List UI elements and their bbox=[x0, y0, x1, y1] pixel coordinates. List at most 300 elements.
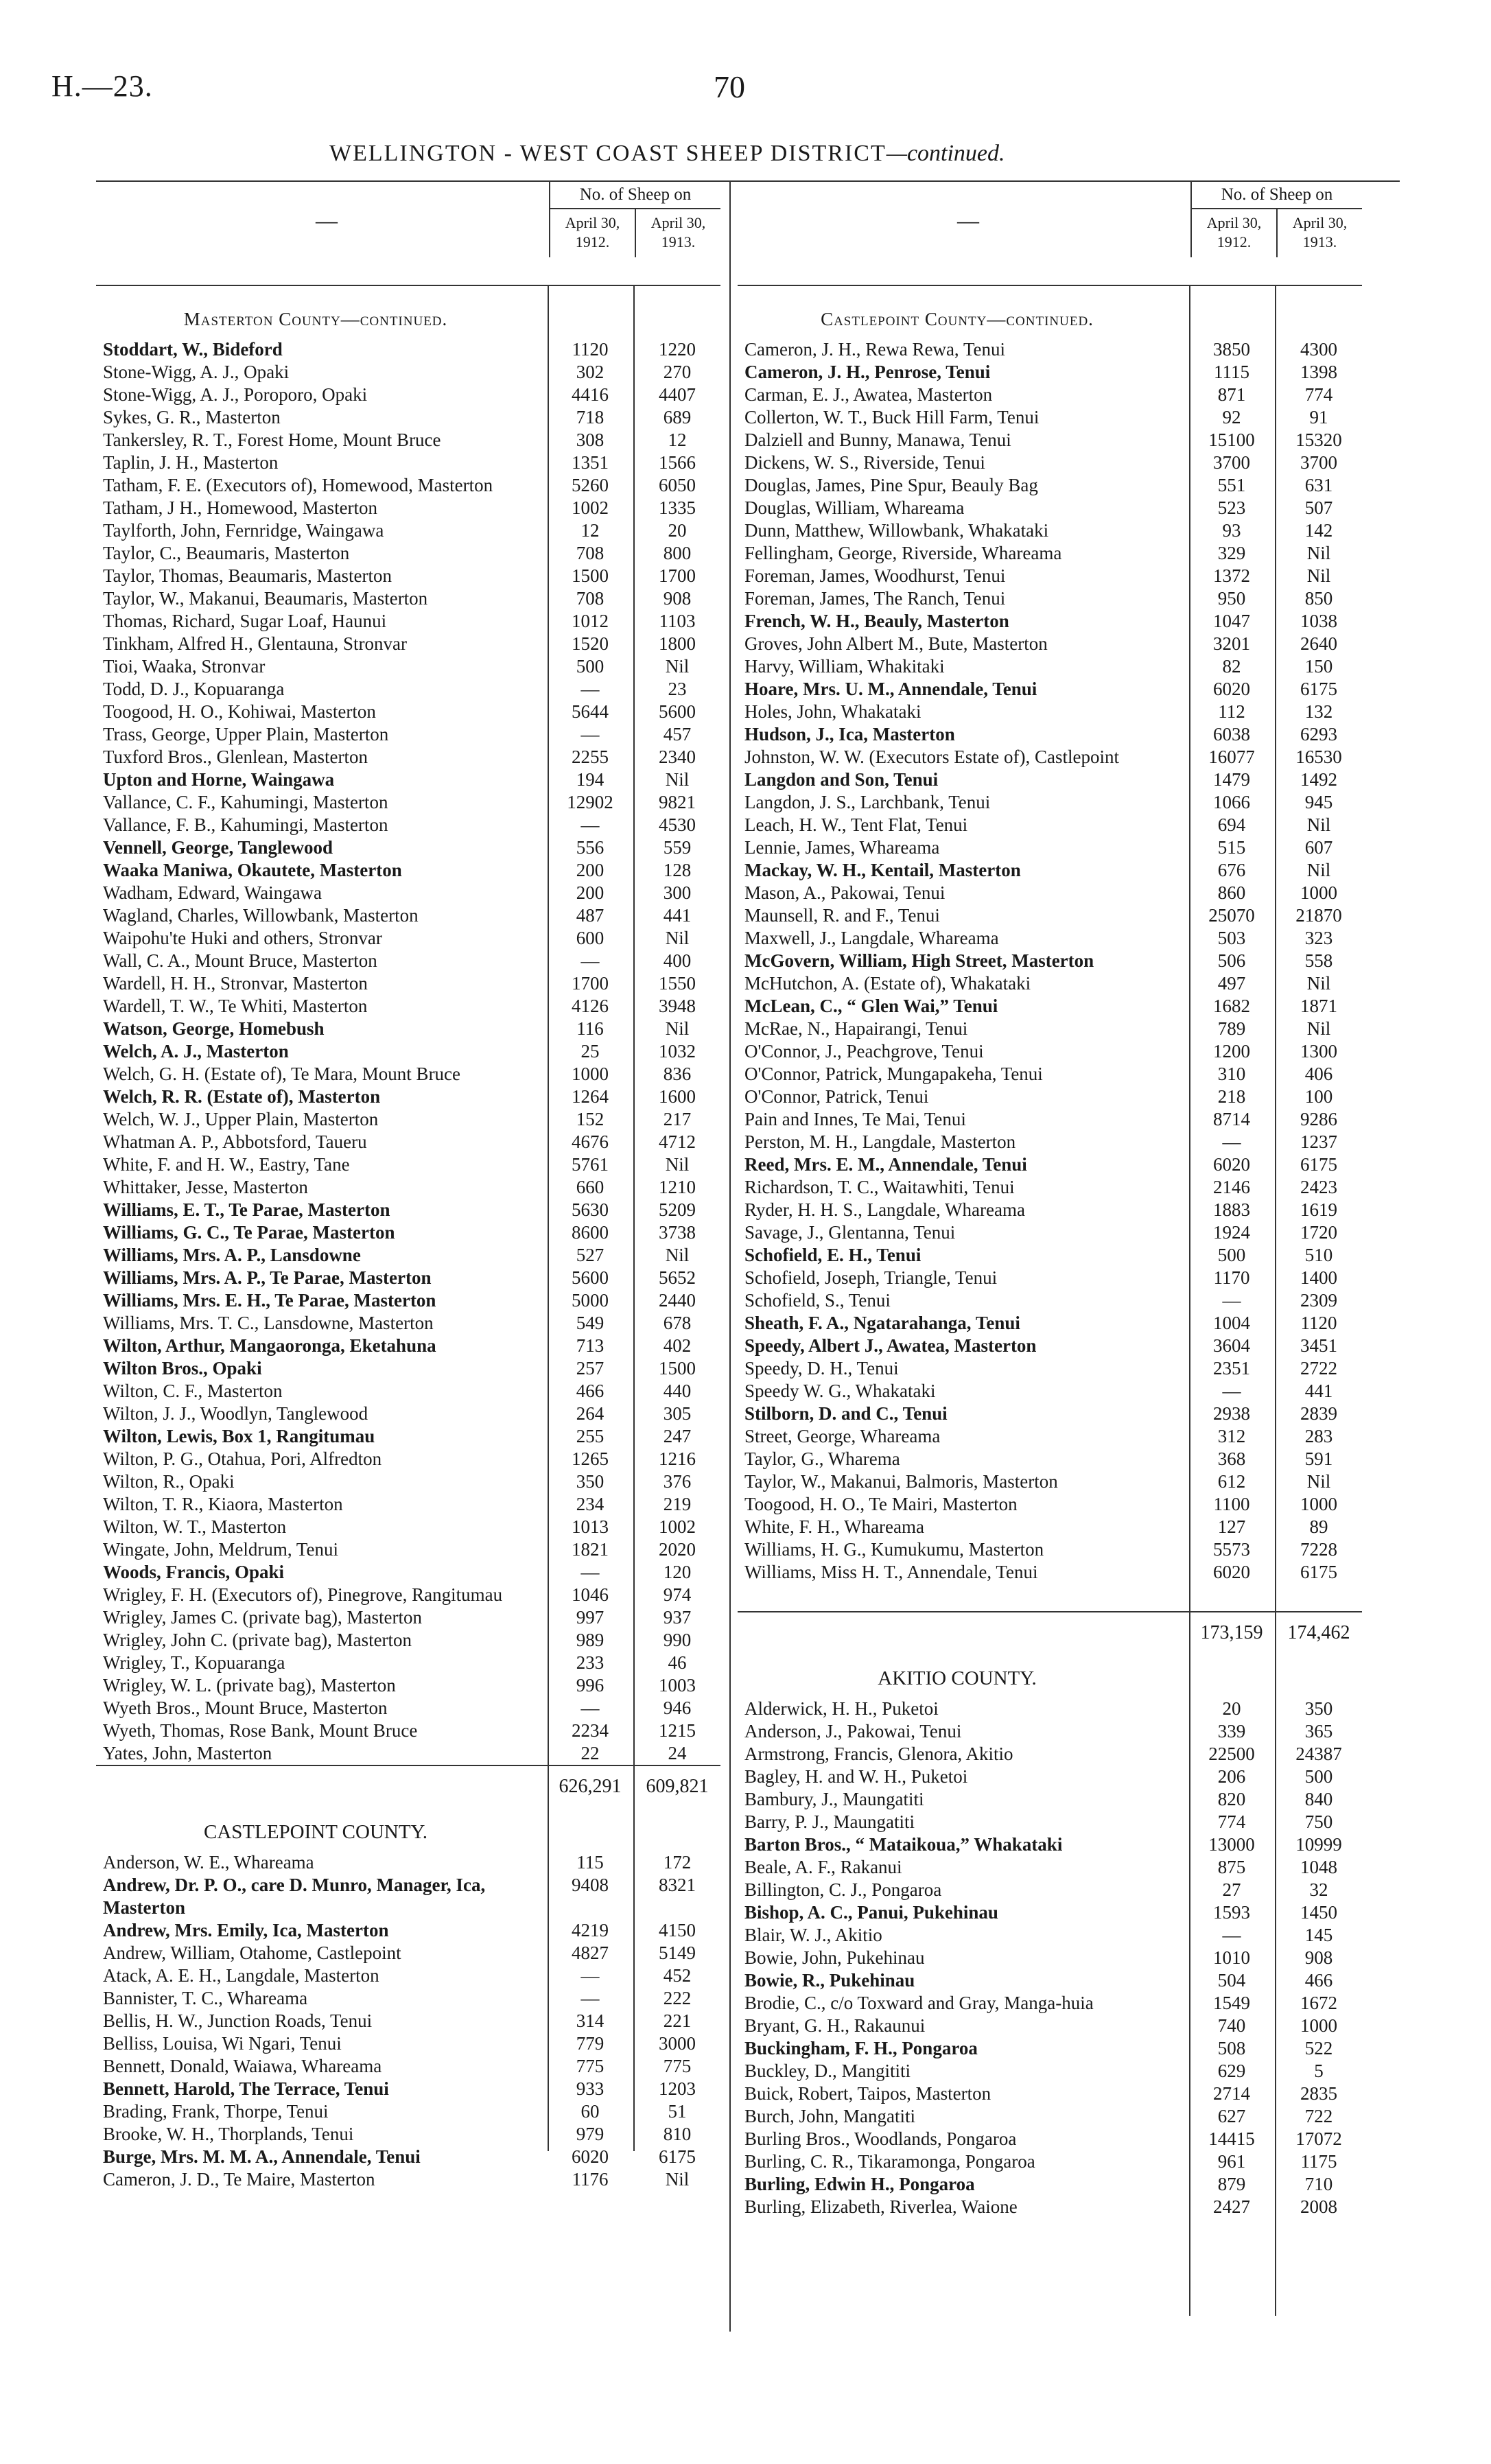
table-row bbox=[96, 995, 720, 1018]
owner-name: Wilton, W. T., Masterton bbox=[103, 1516, 287, 1537]
owner-name: Taylor, W., Makanui, Beaumaris, Masterton bbox=[103, 588, 428, 609]
sheep-1913: 17072 bbox=[1295, 2128, 1342, 2149]
table-row bbox=[738, 1992, 1362, 2015]
sheep-1913: 1500 bbox=[659, 1358, 696, 1378]
owner-name: Blair, W. J., Akitio bbox=[744, 1925, 882, 1945]
section-heading bbox=[96, 1814, 720, 1851]
sheep-1913: 1720 bbox=[1300, 1222, 1337, 1243]
sheep-1912: — bbox=[580, 814, 600, 835]
sheep-1913: 774 bbox=[1304, 384, 1333, 405]
sheep-1913: 510 bbox=[1304, 1245, 1333, 1265]
sheep-1912: 4126 bbox=[572, 996, 609, 1016]
owner-name: Buick, Robert, Taipos, Masterton bbox=[744, 2083, 991, 2104]
sheep-1912: 527 bbox=[576, 1245, 604, 1265]
owner-name: Speedy, D. H., Tenui bbox=[744, 1358, 899, 1378]
table-row bbox=[96, 1606, 720, 1629]
table-row bbox=[738, 1312, 1362, 1335]
sheep-1913: 1300 bbox=[1300, 1041, 1337, 1061]
table-row bbox=[96, 497, 720, 519]
table-row bbox=[96, 1063, 720, 1086]
owner-name: Vallance, C. F., Kahumingi, Masterton bbox=[103, 792, 388, 812]
sheep-1912: 5573 bbox=[1213, 1539, 1250, 1560]
sheep-1912: — bbox=[580, 1562, 600, 1582]
owner-name: Wilton, R., Opaki bbox=[103, 1471, 235, 1492]
sheep-1913: 466 bbox=[1304, 1970, 1333, 1991]
sheep-1913: 710 bbox=[1304, 2174, 1333, 2194]
sheep-1912: 1066 bbox=[1213, 792, 1250, 812]
table-row bbox=[738, 1040, 1362, 1063]
sheep-1913: 100 bbox=[1304, 1086, 1333, 1107]
sheep-1912: 879 bbox=[1217, 2174, 1246, 2194]
sheep-1912: 1046 bbox=[572, 1584, 609, 1605]
owner-name: Wingate, John, Meldrum, Tenui bbox=[103, 1539, 338, 1560]
owner-name: Stone-Wigg, A. J., Opaki bbox=[103, 362, 290, 382]
owner-name: Burge, Mrs. M. M. A., Annendale, Tenui bbox=[103, 2146, 421, 2167]
sheep-1912: — bbox=[1222, 1381, 1241, 1401]
owner-name: Andrew, William, Otahome, Castlepoint bbox=[103, 1943, 401, 1963]
table-row bbox=[738, 2037, 1362, 2060]
sheep-1912: 1002 bbox=[572, 497, 609, 518]
table-row bbox=[738, 1493, 1362, 1516]
sheep-1913: 3948 bbox=[659, 996, 696, 1016]
sheep-1912: 9408 bbox=[572, 1875, 609, 1895]
owner-name: Taylforth, John, Fernridge, Waingawa bbox=[103, 520, 384, 541]
table-row bbox=[738, 2060, 1362, 2082]
sheep-1912: 152 bbox=[576, 1109, 604, 1129]
table-row bbox=[738, 655, 1362, 678]
sheep-1913: 1000 bbox=[1300, 1494, 1337, 1514]
table-row bbox=[96, 1153, 720, 1176]
owner-name: Bennett, Donald, Waiawa, Whareama bbox=[103, 2056, 382, 2076]
sheep-1913: 21870 bbox=[1295, 905, 1342, 926]
table-row bbox=[96, 1697, 720, 1720]
sheep-1913: 142 bbox=[1304, 520, 1333, 541]
sheep-1913: 452 bbox=[663, 1965, 692, 1986]
sheep-1913: 678 bbox=[663, 1313, 692, 1333]
table-row bbox=[738, 1380, 1362, 1403]
sheep-1912: 933 bbox=[576, 2078, 604, 2099]
owner-name: Watson, George, Homebush bbox=[103, 1018, 325, 1039]
table-row bbox=[738, 1063, 1362, 1086]
sheep-1912: 515 bbox=[1217, 837, 1246, 858]
sheep-1912: 1000 bbox=[572, 1064, 609, 1084]
owner-name: Bishop, A. C., Panui, Pukehinau bbox=[744, 1902, 998, 1923]
section-title: AKITIO COUNTY. bbox=[878, 1667, 1037, 1689]
report-code: H.—23. bbox=[51, 69, 153, 103]
sheep-group-header: No. of Sheep on bbox=[1190, 180, 1362, 209]
sheep-1913: 350 bbox=[1304, 1698, 1333, 1719]
owner-name: Reed, Mrs. E. M., Annendale, Tenui bbox=[744, 1154, 1027, 1175]
owner-name: Wilton, T. R., Kiaora, Masterton bbox=[103, 1494, 343, 1514]
sheep-1913: 937 bbox=[663, 1607, 692, 1628]
table-row bbox=[738, 1425, 1362, 1448]
sheep-1912: 82 bbox=[1222, 656, 1241, 677]
sheep-1912: 979 bbox=[576, 2124, 604, 2144]
owner-name: O'Connor, J., Peachgrove, Tenui bbox=[744, 1041, 984, 1061]
sheep-1912: 2427 bbox=[1213, 2196, 1250, 2217]
sheep-1912: 1821 bbox=[572, 1539, 609, 1560]
sheep-1912: — bbox=[1222, 1131, 1241, 1152]
table-row bbox=[738, 1516, 1362, 1538]
owner-name: Belliss, Louisa, Wi Ngari, Tenui bbox=[103, 2033, 342, 2054]
table-row bbox=[96, 1874, 720, 1919]
sheep-1912: 5644 bbox=[572, 701, 609, 722]
sheep-1912: 629 bbox=[1217, 2061, 1246, 2081]
table-row bbox=[738, 451, 1362, 474]
owner-name: Atack, A. E. H., Langdale, Masterton bbox=[103, 1965, 379, 1986]
sheep-1913: 24387 bbox=[1295, 1744, 1342, 1764]
sheep-1912: 3604 bbox=[1213, 1335, 1250, 1356]
sheep-1913: 990 bbox=[663, 1630, 692, 1650]
table-row bbox=[738, 1448, 1362, 1470]
sheep-1912: 4219 bbox=[572, 1920, 609, 1940]
sheep-1912: 1351 bbox=[572, 452, 609, 473]
owner-name: Waaka Maniwa, Okautete, Masterton bbox=[103, 860, 402, 880]
sheep-1912: 1265 bbox=[572, 1448, 609, 1469]
sheep-1912: 1372 bbox=[1213, 565, 1250, 586]
sheep-1913: 441 bbox=[1304, 1381, 1333, 1401]
sheep-1912: 329 bbox=[1217, 543, 1246, 563]
section-heading bbox=[738, 1661, 1362, 1698]
owner-name: Mackay, W. H., Kentail, Masterton bbox=[744, 860, 1021, 880]
sheep-1913: 1335 bbox=[659, 497, 696, 518]
owner-name: Hudson, J., Ica, Masterton bbox=[744, 724, 955, 744]
sheep-1912: 1264 bbox=[572, 1086, 609, 1107]
owner-name: Collerton, W. T., Buck Hill Farm, Tenui bbox=[744, 407, 1040, 427]
sheep-1913: 4407 bbox=[659, 384, 696, 405]
sheep-1912: 961 bbox=[1217, 2151, 1246, 2172]
table-row bbox=[96, 429, 720, 451]
sheep-1913: 1000 bbox=[1300, 882, 1337, 903]
owner-name: Langdon, J. S., Larchbank, Tenui bbox=[744, 792, 991, 812]
owner-name: Holes, John, Whakataki bbox=[744, 701, 921, 722]
sheep-1913: 365 bbox=[1304, 1721, 1333, 1741]
owner-name: Tioi, Waaka, Stronvar bbox=[103, 656, 266, 677]
sheep-1913: Nil bbox=[1306, 814, 1331, 835]
sheep-1913: 440 bbox=[663, 1381, 692, 1401]
owner-name: Cameron, J. H., Rewa Rewa, Tenui bbox=[744, 339, 1006, 360]
sheep-1912: — bbox=[1222, 1925, 1241, 1945]
owner-name: Anderson, J., Pakowai, Tenui bbox=[744, 1721, 962, 1741]
table-row bbox=[738, 791, 1362, 814]
sheep-1912: 4416 bbox=[572, 384, 609, 405]
owner-name: Taplin, J. H., Masterton bbox=[103, 452, 279, 473]
sheep-1912: 2234 bbox=[572, 1720, 609, 1741]
title-main: WELLINGTON - WEST COAST SHEEP DISTRICT bbox=[329, 141, 887, 166]
sheep-1913: 631 bbox=[1304, 475, 1333, 495]
sheep-1912: 1200 bbox=[1213, 1041, 1250, 1061]
table-row bbox=[738, 1538, 1362, 1561]
owner-name: Vallance, F. B., Kahumingi, Masterton bbox=[103, 814, 388, 835]
owner-name: Andrew, Mrs. Emily, Ica, Masterton bbox=[103, 1920, 389, 1940]
table-row bbox=[738, 1561, 1362, 1584]
table-row bbox=[96, 1652, 720, 1674]
sheep-1912: 504 bbox=[1217, 1970, 1246, 1991]
sheep-1912: 233 bbox=[576, 1652, 604, 1673]
sheep-1912: 997 bbox=[576, 1607, 604, 1628]
table-row bbox=[738, 1108, 1362, 1131]
sheep-1913: 2839 bbox=[1300, 1403, 1337, 1424]
sheep-1913: 5149 bbox=[659, 1943, 696, 1963]
sheep-1913: 689 bbox=[663, 407, 692, 427]
sheep-1912: 308 bbox=[576, 430, 604, 450]
owner-name: Ryder, H. H. S., Langdale, Whareama bbox=[744, 1199, 1025, 1220]
sheep-1912: 6020 bbox=[1213, 679, 1250, 699]
owner-name: Whittaker, Jesse, Masterton bbox=[103, 1177, 308, 1197]
table-row bbox=[738, 1811, 1362, 1833]
owner-name: Schofield, S., Tenui bbox=[744, 1290, 891, 1311]
table-row bbox=[96, 678, 720, 701]
sheep-1913: Nil bbox=[665, 1018, 690, 1039]
table-row bbox=[96, 1357, 720, 1380]
table-row bbox=[96, 1267, 720, 1289]
sheep-1912: 779 bbox=[576, 2033, 604, 2054]
sheep-1912: — bbox=[580, 1965, 600, 1986]
header-rule bbox=[738, 285, 1362, 286]
sheep-1913: 6175 bbox=[659, 2146, 696, 2167]
owner-name: Langdon and Son, Tenui bbox=[744, 769, 939, 790]
owner-name: Andrew, Dr. P. O., care D. Munro, Manager, Ica, Masterton bbox=[103, 1875, 486, 1918]
sheep-1912: 3850 bbox=[1213, 339, 1250, 360]
table-row bbox=[96, 1516, 720, 1538]
sheep-1913: 457 bbox=[663, 724, 692, 744]
owner-name: Bennett, Harold, The Terrace, Tenui bbox=[103, 2078, 389, 2099]
table-row bbox=[96, 2100, 720, 2123]
left-rows bbox=[96, 301, 720, 2191]
owner-name: Wardell, T. W., Te Whiti, Masterton bbox=[103, 996, 368, 1016]
table-row bbox=[738, 1947, 1362, 1969]
sheep-1912: 1520 bbox=[572, 633, 609, 654]
sheep-1913: 946 bbox=[663, 1698, 692, 1718]
owner-name: Dickens, W. S., Riverside, Tenui bbox=[744, 452, 985, 473]
sheep-1912: 115 bbox=[576, 1852, 604, 1873]
sheep-1912: 218 bbox=[1217, 1086, 1246, 1107]
table-row bbox=[96, 1199, 720, 1221]
owner-name: Burling Bros., Woodlands, Pongaroa bbox=[744, 2128, 1017, 2149]
table-row bbox=[96, 882, 720, 904]
owner-name: Maunsell, R. and F., Tenui bbox=[744, 905, 940, 926]
table-row bbox=[738, 1969, 1362, 1992]
sheep-1913: 1566 bbox=[659, 452, 696, 473]
owner-name: Bagley, H. and W. H., Puketoi bbox=[744, 1766, 968, 1787]
owner-name: Foreman, James, The Ranch, Tenui bbox=[744, 588, 1006, 609]
table-row bbox=[738, 2105, 1362, 2128]
sheep-1913: 507 bbox=[1304, 497, 1333, 518]
table-row bbox=[738, 610, 1362, 633]
table-row bbox=[738, 338, 1362, 361]
table-row bbox=[738, 1924, 1362, 1947]
table-row bbox=[96, 633, 720, 655]
table-row bbox=[738, 2128, 1362, 2150]
table-row bbox=[96, 1312, 720, 1335]
owner-name: Wardell, H. H., Stronvar, Masterton bbox=[103, 973, 368, 994]
sheep-1912: 508 bbox=[1217, 2038, 1246, 2058]
sheep-1912: 487 bbox=[576, 905, 604, 926]
owner-name: Wrigley, James C. (private bag), Masterton bbox=[103, 1607, 423, 1628]
table-row bbox=[738, 904, 1362, 927]
owner-name: Sheath, F. A., Ngatarahanga, Tenui bbox=[744, 1313, 1020, 1333]
sheep-1913: 4712 bbox=[659, 1131, 696, 1152]
owner-name: Hoare, Mrs. U. M., Annendale, Tenui bbox=[744, 679, 1037, 699]
sheep-1913: 91 bbox=[1309, 407, 1328, 427]
sheep-1912: 1012 bbox=[572, 611, 609, 631]
sheep-1913: 1220 bbox=[659, 339, 696, 360]
sheep-1912: 5761 bbox=[572, 1154, 609, 1175]
table-row bbox=[738, 2196, 1362, 2218]
sheep-1913: 607 bbox=[1304, 837, 1333, 858]
total-1912: 626,291 bbox=[559, 1776, 622, 1797]
sheep-1912: 676 bbox=[1217, 860, 1246, 880]
owner-name: Tuxford Bros., Glenlean, Masterton bbox=[103, 747, 368, 767]
sheep-1912: 2351 bbox=[1213, 1358, 1250, 1378]
sheep-1912: 1682 bbox=[1213, 996, 1250, 1016]
sheep-1913: 172 bbox=[663, 1852, 692, 1873]
sheep-1913: 1215 bbox=[659, 1720, 696, 1741]
owner-name: Schofield, Joseph, Triangle, Tenui bbox=[744, 1267, 998, 1288]
table-row bbox=[96, 474, 720, 497]
sheep-1912: 127 bbox=[1217, 1516, 1246, 1537]
owner-name: Schofield, E. H., Tenui bbox=[744, 1245, 921, 1265]
owner-name: Alderwick, H. H., Puketoi bbox=[744, 1698, 939, 1719]
sheep-1913: 908 bbox=[663, 588, 692, 609]
owner-name: McLean, C., “ Glen Wai,” Tenui bbox=[744, 996, 998, 1016]
sheep-1913: 247 bbox=[663, 1426, 692, 1446]
table-row bbox=[738, 836, 1362, 859]
table-row bbox=[738, 723, 1362, 746]
owner-name: Pain and Innes, Te Mai, Tenui bbox=[744, 1109, 966, 1129]
owner-name: Armstrong, Francis, Glenora, Akitio bbox=[744, 1744, 1013, 1764]
owner-name: Williams, E. T., Te Parae, Masterton bbox=[103, 1199, 390, 1220]
owner-name: Tatham, J H., Homewood, Masterton bbox=[103, 497, 378, 518]
owner-name: Trass, George, Upper Plain, Masterton bbox=[103, 724, 389, 744]
page-title bbox=[329, 141, 1153, 167]
owner-name: Groves, John Albert M., Bute, Masterton bbox=[744, 633, 1048, 654]
owner-name: White, F. H., Whareama bbox=[744, 1516, 924, 1537]
table-row bbox=[738, 1765, 1362, 1788]
table-row bbox=[96, 950, 720, 972]
sheep-1912: 194 bbox=[576, 769, 604, 790]
sheep-1913: 500 bbox=[1304, 1766, 1333, 1787]
owner-name: Brooke, W. H., Thorplands, Tenui bbox=[103, 2124, 354, 2144]
sheep-1912: 627 bbox=[1217, 2106, 1246, 2126]
table-row bbox=[96, 1380, 720, 1403]
sheep-1913: 89 bbox=[1309, 1516, 1328, 1537]
owner-name: Wyeth, Thomas, Rose Bank, Mount Bruce bbox=[103, 1720, 418, 1741]
owner-name: Taylor, Thomas, Beaumaris, Masterton bbox=[103, 565, 392, 586]
table-row bbox=[96, 1470, 720, 1493]
sheep-1913: 1103 bbox=[659, 611, 696, 631]
sheep-1913: 1000 bbox=[1300, 2015, 1337, 2036]
table-row bbox=[738, 1267, 1362, 1289]
table-row bbox=[738, 995, 1362, 1018]
table-row bbox=[738, 701, 1362, 723]
owner-name: Brodie, C., c/o Toxward and Gray, Manga-huia bbox=[744, 1993, 1094, 2013]
sheep-1912: 556 bbox=[576, 837, 604, 858]
owner-name: Barry, P. J., Maungatiti bbox=[744, 1811, 915, 1832]
owner-name: Carman, E. J., Awatea, Masterton bbox=[744, 384, 993, 405]
owner-name: Wilton, C. F., Masterton bbox=[103, 1381, 283, 1401]
owner-name: Welch, R. R. (Estate of), Masterton bbox=[103, 1086, 381, 1107]
sheep-1912: — bbox=[1222, 1290, 1241, 1311]
owner-name: Williams, Mrs. A. P., Te Parae, Masterton bbox=[103, 1267, 432, 1288]
sheep-1912: 740 bbox=[1217, 2015, 1246, 2036]
sheep-1913: 945 bbox=[1304, 792, 1333, 812]
owner-name: Buckley, D., Mangititi bbox=[744, 2061, 911, 2081]
table-row bbox=[96, 1987, 720, 2010]
owner-name: Barton Bros., “ Mataikoua,” Whakataki bbox=[744, 1834, 1063, 1855]
sheep-1913: 6175 bbox=[1300, 1562, 1337, 1582]
sheep-1913: 46 bbox=[668, 1652, 687, 1673]
right-rows bbox=[738, 301, 1362, 2218]
owner-name: Perston, M. H., Langdale, Masterton bbox=[744, 1131, 1016, 1152]
table-row bbox=[96, 836, 720, 859]
sheep-1912: 339 bbox=[1217, 1721, 1246, 1741]
sheep-1912: 25 bbox=[580, 1041, 600, 1061]
owner-name: Taylor, W., Makanui, Balmoris, Masterton bbox=[744, 1471, 1058, 1492]
sheep-1913: 722 bbox=[1304, 2106, 1333, 2126]
sheep-1912: 22 bbox=[580, 1743, 600, 1763]
table-row bbox=[96, 859, 720, 882]
table-row bbox=[96, 384, 720, 406]
sheep-1912: 1176 bbox=[572, 2169, 609, 2190]
table-row bbox=[738, 2150, 1362, 2173]
owner-name: Whatman A. P., Abbotsford, Taueru bbox=[103, 1131, 367, 1152]
sheep-1913: 4150 bbox=[659, 1920, 696, 1940]
sheep-1912: 871 bbox=[1217, 384, 1246, 405]
owner-name: Harvy, William, Whakitaki bbox=[744, 656, 945, 677]
sheep-1912: 466 bbox=[576, 1381, 604, 1401]
table-row bbox=[96, 972, 720, 995]
owner-name: Speedy, Albert J., Awatea, Masterton bbox=[744, 1335, 1037, 1356]
sheep-1913: 2835 bbox=[1300, 2083, 1337, 2104]
sheep-1912: 1883 bbox=[1213, 1199, 1250, 1220]
table-row bbox=[96, 1538, 720, 1561]
sheep-1912: 1047 bbox=[1213, 611, 1250, 631]
table-row bbox=[738, 361, 1362, 384]
table-row bbox=[96, 1403, 720, 1425]
sheep-1912: 551 bbox=[1217, 475, 1246, 495]
sheep-1912: 600 bbox=[576, 928, 604, 948]
owner-name: Wilton, P. G., Otahua, Pori, Alfredton bbox=[103, 1448, 382, 1469]
owner-name: Buckingham, F. H., Pongaroa bbox=[744, 2038, 978, 2058]
table-row bbox=[96, 791, 720, 814]
section-title: Castlepoint County—continued. bbox=[821, 309, 1094, 329]
sheep-1912: 6038 bbox=[1213, 724, 1250, 744]
table-row bbox=[738, 406, 1362, 429]
sheep-1913: 132 bbox=[1304, 701, 1333, 722]
sheep-1913: 9821 bbox=[659, 792, 696, 812]
owner-name: Dunn, Matthew, Willowbank, Whakataki bbox=[744, 520, 1049, 541]
table-row bbox=[96, 2123, 720, 2146]
owner-name: Maxwell, J., Langdale, Whareama bbox=[744, 928, 999, 948]
sheep-1913: 1032 bbox=[659, 1041, 696, 1061]
sheep-1913: 1619 bbox=[1300, 1199, 1337, 1220]
table-row bbox=[96, 519, 720, 542]
sheep-1913: 5600 bbox=[659, 701, 696, 722]
table-row bbox=[738, 384, 1362, 406]
sheep-1912: 503 bbox=[1217, 928, 1246, 948]
table-row bbox=[738, 1244, 1362, 1267]
sheep-1913: Nil bbox=[665, 1154, 690, 1175]
sheep-1912: 1700 bbox=[572, 973, 609, 994]
table-row bbox=[738, 1289, 1362, 1312]
owner-name: Billington, C. J., Pongaroa bbox=[744, 1879, 942, 1900]
owner-name: McHutchon, A. (Estate of), Whakataki bbox=[744, 973, 1031, 994]
sheep-1912: 14415 bbox=[1208, 2128, 1255, 2149]
sheep-1912: 1593 bbox=[1213, 1902, 1250, 1923]
table-row bbox=[738, 1176, 1362, 1199]
sheep-1913: 12 bbox=[668, 430, 687, 450]
